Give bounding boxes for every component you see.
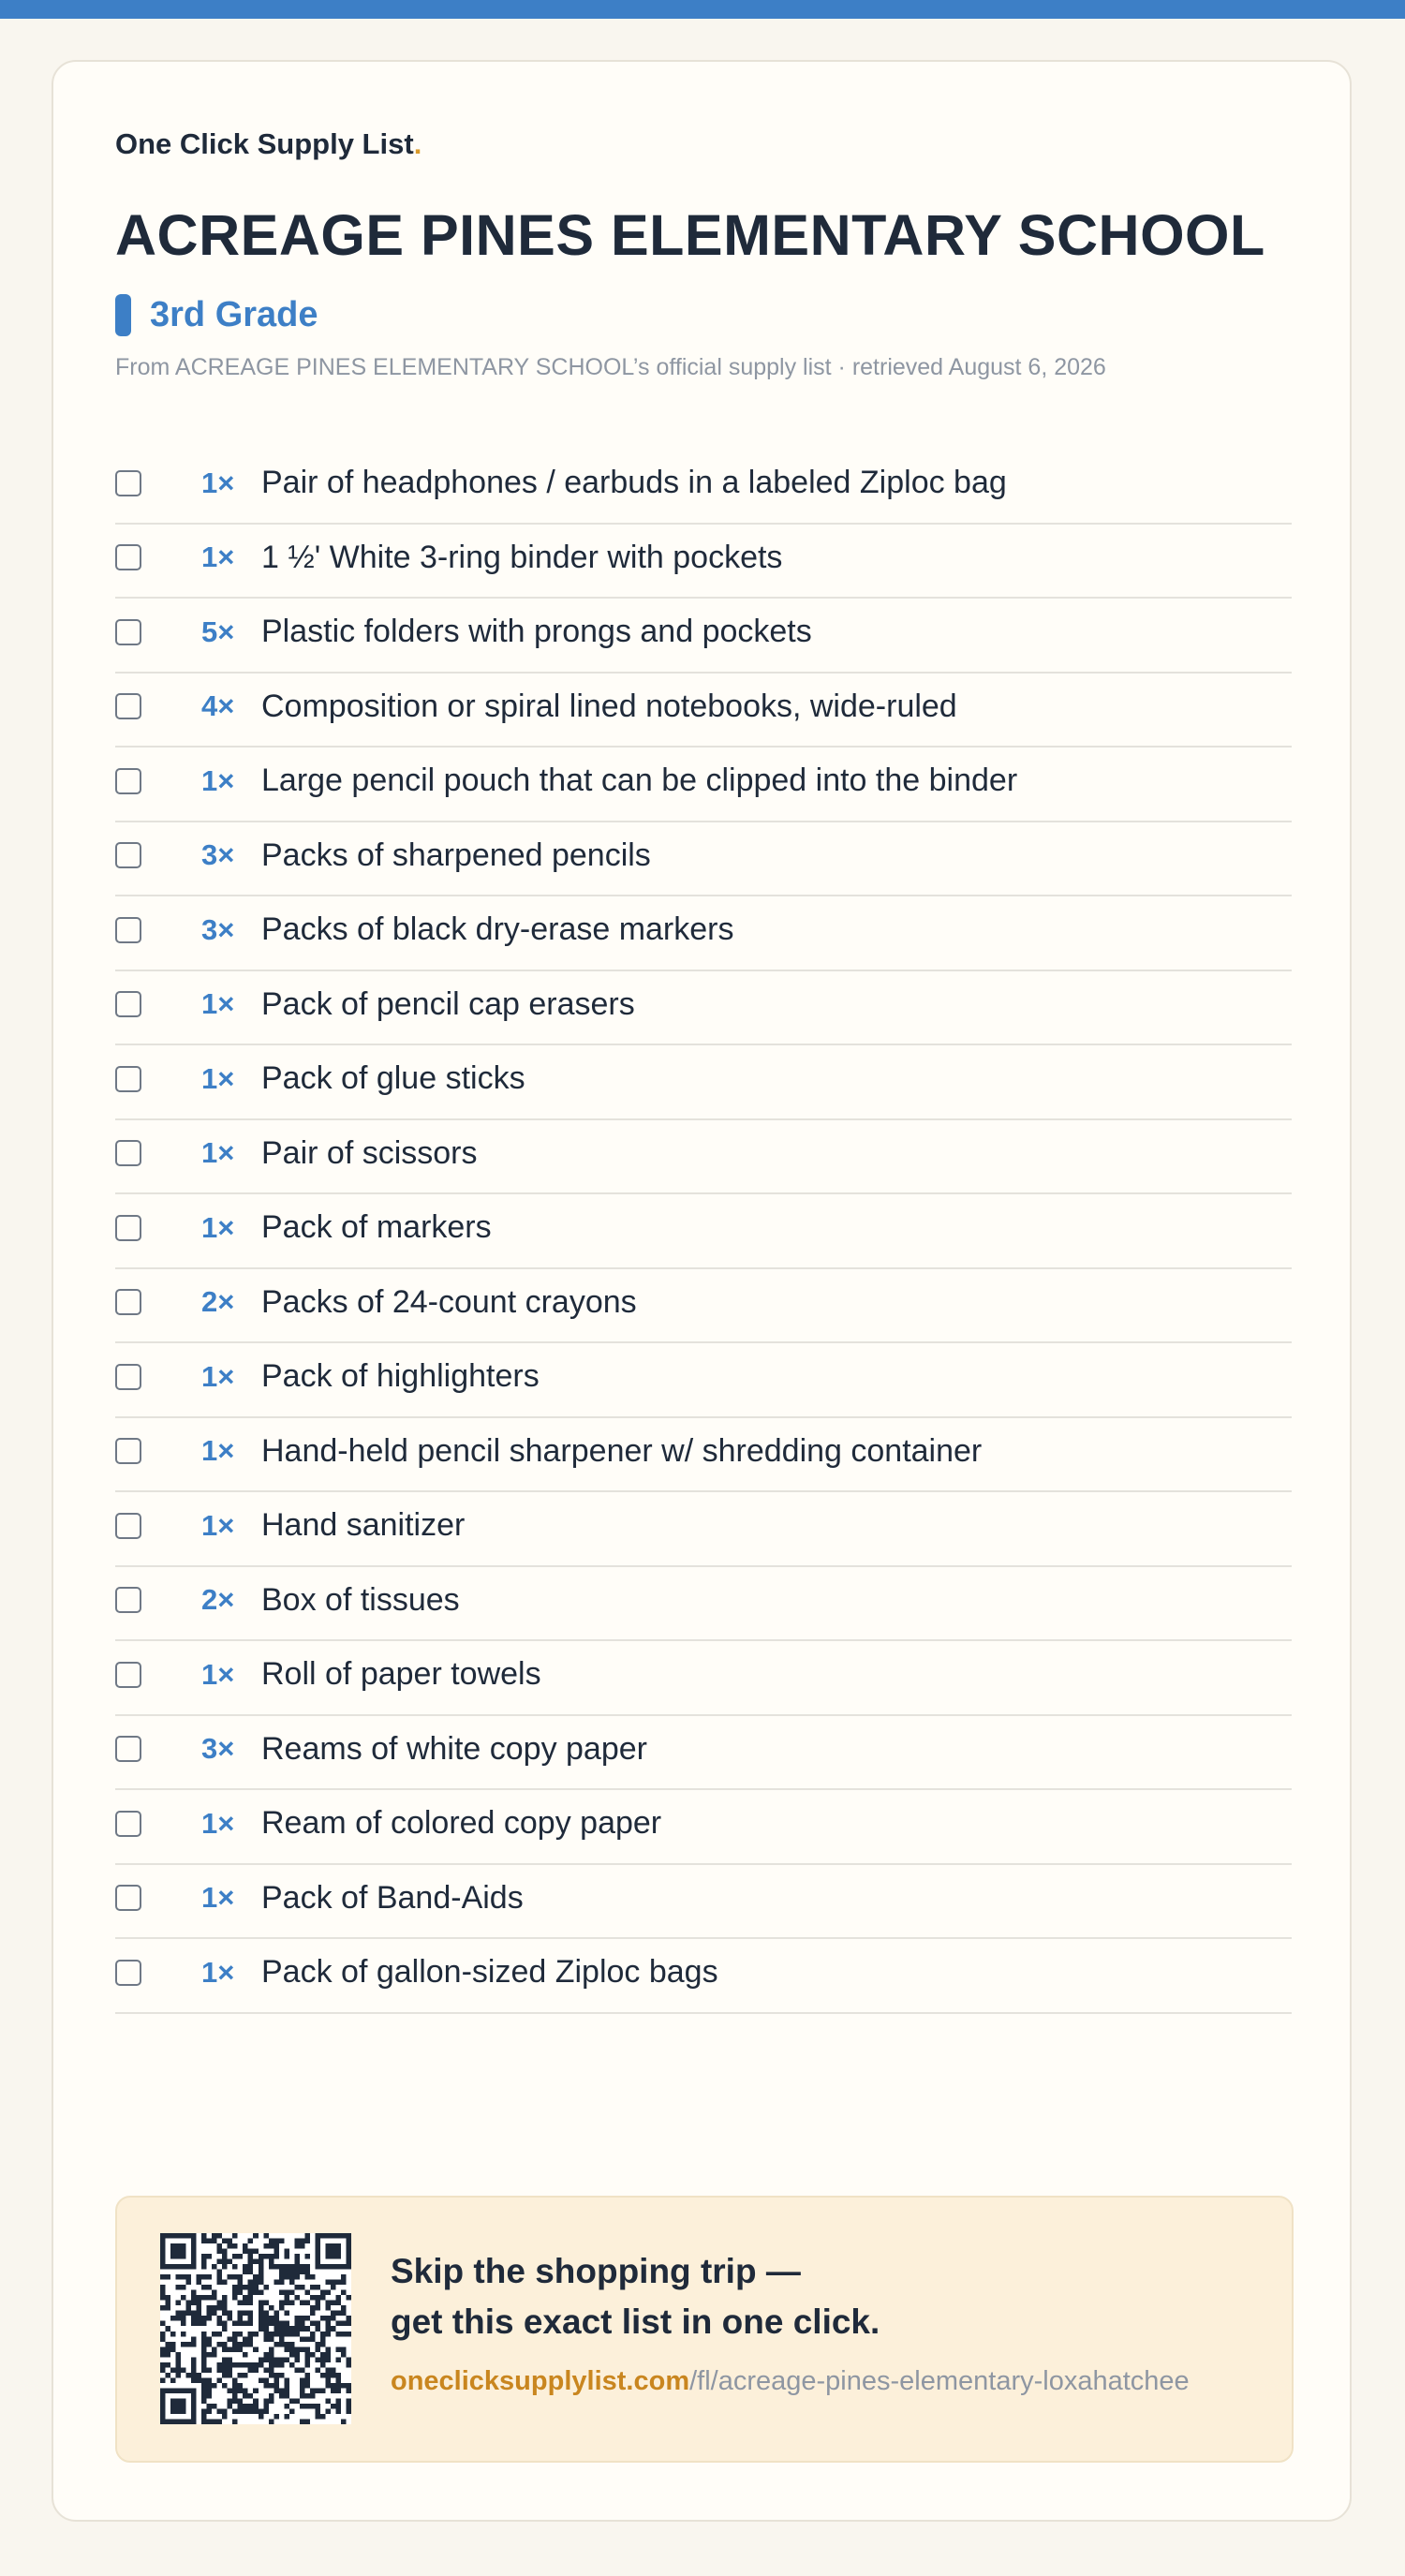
list-item[interactable] [115,450,1292,525]
item-quantity: 4× [201,689,235,723]
item-checkbox[interactable] [115,1364,141,1390]
item-quantity: 2× [201,1583,235,1617]
item-checkbox[interactable] [115,1587,141,1613]
item-name: Pack of glue sticks [261,1060,525,1097]
item-name: Packs of black dry-erase markers [261,911,734,948]
item-name: Pack of gallon-sized Ziploc bags [261,1954,718,1991]
brand-logo[interactable] [115,127,422,161]
item-checkbox[interactable] [115,1811,141,1837]
item-checkbox[interactable] [115,1736,141,1762]
item-name: Reams of white copy paper [261,1730,647,1767]
promo-url-domain: oneclicksupplylist.com [391,2366,690,2396]
item-checkbox[interactable] [115,991,141,1017]
item-quantity: 1× [201,1806,235,1840]
item-name: Pack of highlighters [261,1358,540,1395]
supply-list [115,450,1292,2014]
school-title: ACREAGE PINES ELEMENTARY SCHOOL [115,203,1265,267]
list-item[interactable] [115,748,1292,822]
item-quantity: 1× [201,1508,235,1542]
item-name: Pack of pencil cap erasers [261,985,635,1022]
item-name: Pack of markers [261,1209,492,1246]
item-name: Pair of headphones / earbuds in a labeled Ziploc bag [261,465,1007,501]
item-quantity: 1× [201,466,235,499]
promo-link[interactable] [391,2366,1190,2397]
list-item[interactable] [115,1492,1292,1567]
item-quantity: 1× [201,1955,235,1989]
item-name: Ream of colored copy paper [261,1805,662,1842]
item-checkbox[interactable] [115,1438,141,1464]
grade-heading [115,292,318,337]
qr-code-icon[interactable] [160,2233,351,2424]
item-name: 1 ½' White 3-ring binder with pockets [261,539,783,575]
item-name: Roll of paper towels [261,1656,541,1693]
item-quantity: 1× [201,1657,235,1691]
list-item[interactable] [115,1939,1292,2014]
item-quantity: 1× [201,1210,235,1244]
item-name: Packs of sharpened pencils [261,836,651,873]
promo-heading-line1: Skip the shopping trip — [391,2252,801,2290]
item-name: Box of tissues [261,1581,460,1618]
brand-name: One Click Supply List [115,127,414,160]
list-item[interactable] [115,896,1292,971]
item-checkbox[interactable] [115,1885,141,1911]
item-checkbox[interactable] [115,544,141,570]
item-name: Hand sanitizer [261,1507,466,1544]
item-checkbox[interactable] [115,470,141,496]
list-item[interactable] [115,1790,1292,1865]
item-checkbox[interactable] [115,1066,141,1092]
list-item[interactable] [115,971,1292,1046]
list-item[interactable] [115,1120,1292,1195]
list-item[interactable] [115,1269,1292,1344]
source-note: From ACREAGE PINES ELEMENTARY SCHOOL’s official supply list · retrieved August 6, 2026 [115,354,1106,380]
list-item[interactable] [115,674,1292,748]
item-name: Plastic folders with prongs and pockets [261,614,812,650]
item-name: Large pencil pouch that can be clipped into the binder [261,762,1018,799]
item-checkbox[interactable] [115,693,141,719]
brand-dot: . [413,127,422,160]
list-item[interactable] [115,1418,1292,1493]
item-quantity: 1× [201,987,235,1021]
promo-url-path: /fl/acreage-pines-elementary-loxahatchee [689,2366,1190,2396]
item-checkbox[interactable] [115,1513,141,1539]
item-name: Pair of scissors [261,1134,478,1171]
item-checkbox[interactable] [115,1215,141,1241]
item-quantity: 2× [201,1285,235,1319]
item-quantity: 3× [201,838,235,872]
list-item[interactable] [115,525,1292,600]
item-quantity: 1× [201,1359,235,1393]
item-checkbox[interactable] [115,917,141,943]
list-item[interactable] [115,1641,1292,1716]
item-checkbox[interactable] [115,842,141,868]
grade-label: 3rd Grade [150,294,318,334]
list-item[interactable] [115,1045,1292,1120]
item-quantity: 1× [201,1434,235,1468]
item-name: Hand-held pencil sharpener w/ shredding container [261,1432,983,1469]
item-quantity: 1× [201,1061,235,1095]
promo-banner [115,2196,1294,2463]
item-quantity: 1× [201,1136,235,1170]
item-checkbox[interactable] [115,1960,141,1986]
item-quantity: 3× [201,912,235,946]
list-item[interactable] [115,599,1292,674]
top-accent-bar [0,0,1405,19]
item-quantity: 3× [201,1732,235,1766]
list-item[interactable] [115,822,1292,897]
list-item[interactable] [115,1865,1292,1940]
item-quantity: 1× [201,540,235,574]
promo-heading-line2: get this exact list in one click. [391,2302,880,2341]
item-quantity: 1× [201,1881,235,1915]
promo-heading [391,2246,880,2347]
item-name: Pack of Band-Aids [261,1879,524,1916]
item-quantity: 1× [201,763,235,797]
item-checkbox[interactable] [115,1140,141,1166]
supply-list-card [52,60,1352,2522]
item-name: Packs of 24-count crayons [261,1283,637,1320]
list-item[interactable] [115,1567,1292,1642]
item-checkbox[interactable] [115,1289,141,1315]
list-item[interactable] [115,1194,1292,1269]
item-name: Composition or spiral lined notebooks, wide-ruled [261,688,957,724]
item-checkbox[interactable] [115,619,141,645]
grade-accent-bar [115,294,131,336]
item-quantity: 5× [201,614,235,648]
list-item[interactable] [115,1716,1292,1791]
list-item[interactable] [115,1343,1292,1418]
item-checkbox[interactable] [115,1662,141,1688]
item-checkbox[interactable] [115,768,141,794]
